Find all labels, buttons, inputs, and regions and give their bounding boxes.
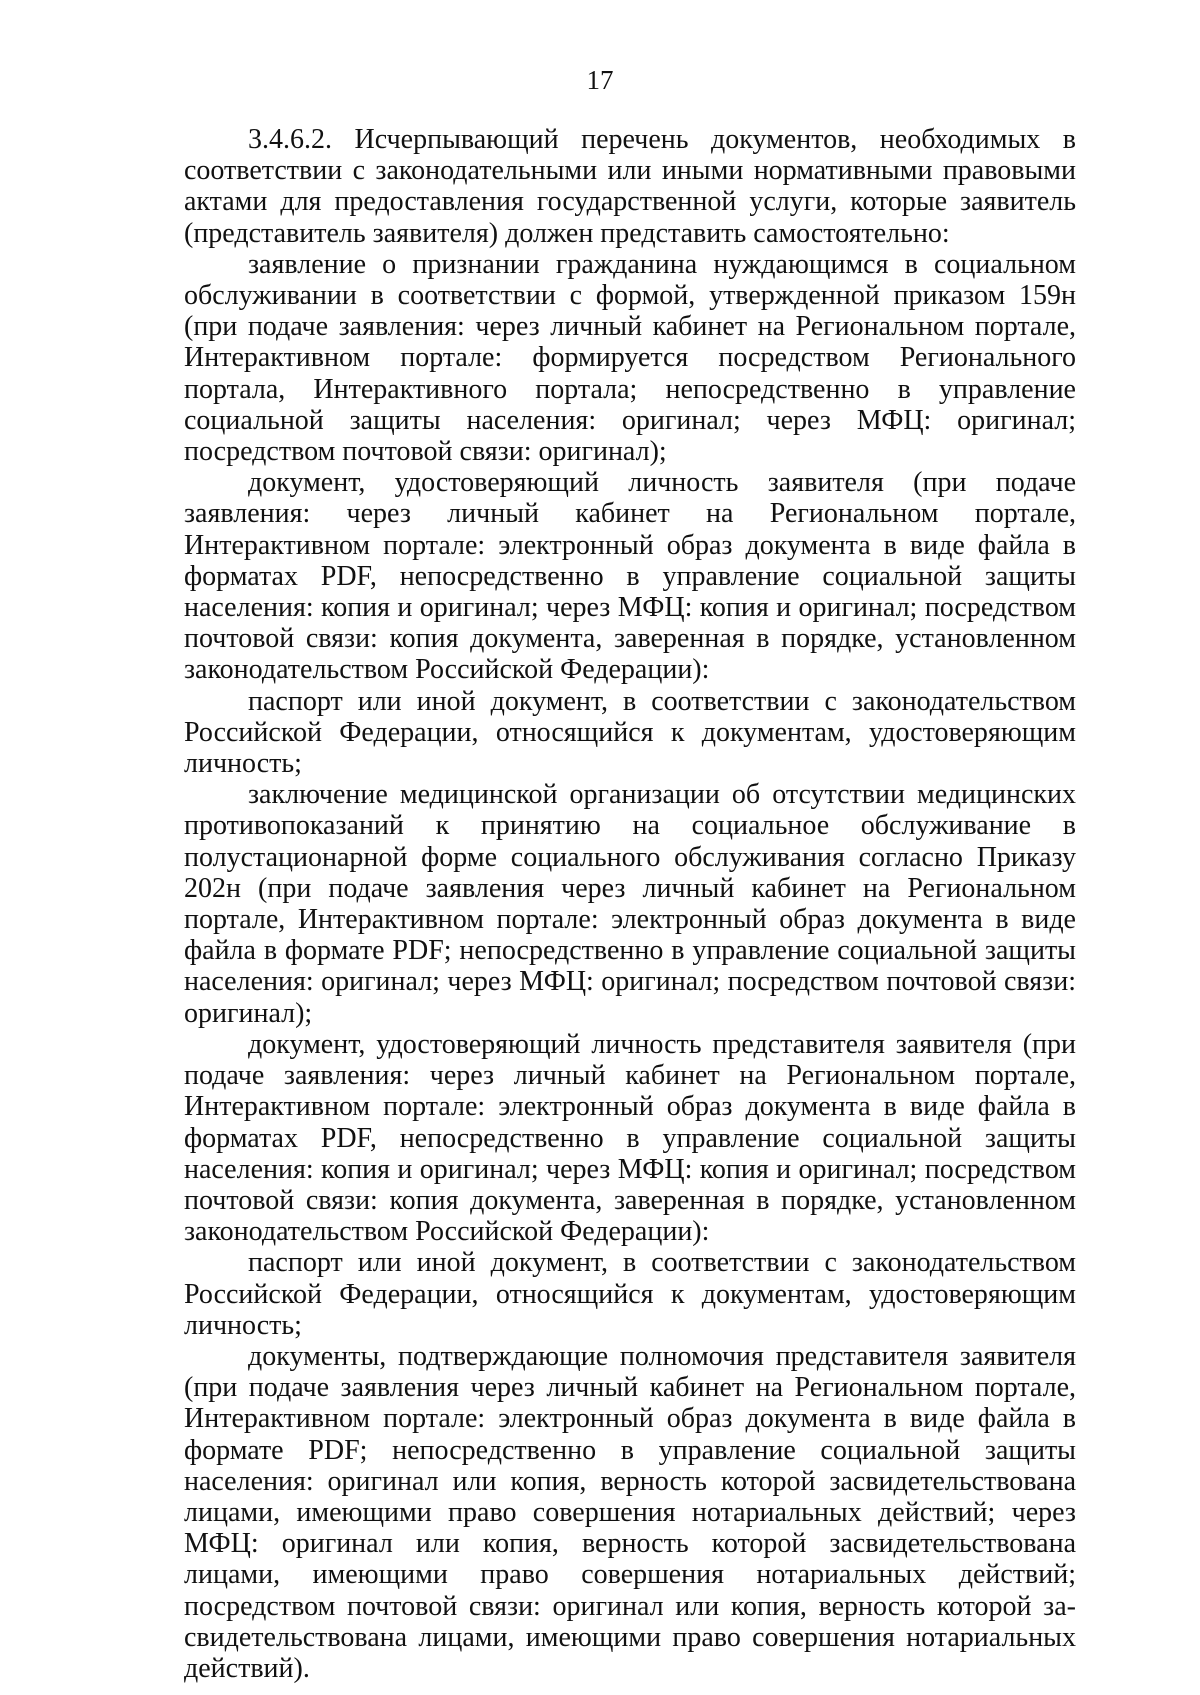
paragraph-representative-authority-documents: документы, подтверждающие полномочия представителя заявителя (при подаче заявления через личный кабинет на Региональном портале, Интерактивном портале: электронный образ документа в виде файла в формате PDF; непосредственно в управление социальной защиты населения: оригинал или копия, верность которой засвидетельствована лицами, имеющими право совершения нотариальных действий; через МФЦ: оригинал или копия, верность которой засвидетельствована лицами, имеющими право совершения нотариальных действий; посредством почтовой связи: оригинал или копия, верность которой засвидетельствована лицами, имеющими право совершения нотариальных действий).	[184, 1340, 1076, 1684]
paragraph-representative-identity-document: документ, удостоверяющий личность представителя заявителя (при подаче заявления: через личный кабинет на Региональном портале, Интерактивном портале: электронный образ документа в виде файла в форматах PDF, непосредственно в управление социальной защиты населения: копия и оригинал; через МФЦ: копия и оригинал; посредством почтовой связи: копия документа, заверенная в порядке, установленном законодательством Российской Федерации):	[184, 1028, 1076, 1248]
document-body	[184, 124, 1076, 1684]
paragraph-exhaustive-list: 3.4.6.2. Исчерпывающий перечень документов, необходимых в соответствии с законодательными или иными нормативными правовыми актами для предоставления государственной услуги, которые заявитель (представитель заявителя) должен представить самостоятельно:	[184, 124, 1076, 249]
paragraph-passport: паспорт или иной документ, в соответствии с законодательством Российской Федерации, относящийся к документам, удостоверяющим личность;	[184, 685, 1076, 780]
page-number: 17	[586, 65, 614, 95]
paragraph-medical-conclusion: заключение медицинской организации об отсутствии медицинских противопоказаний к принятию на социальное обслуживание в полустационарной форме социального обслуживания согласно Приказу 202н (при подаче заявления через личный кабинет на Региональном портале, Интерактивном портале: электронный образ документа в виде файла в формате PDF; непосредственно в управление социальной защиты населения: оригинал; через МФЦ: оригинал; посредством почтовой связи: оригинал);	[184, 779, 1076, 1029]
paragraph-applicant-identity-document: документ, удостоверяющий личность заявителя (при подаче заявления: через личный кабинет на Региональном портале, Интерактивном портале: электронный образ документа в виде файла в форматах PDF, непосредственно в управление социальной защиты населения: копия и оригинал; через МФЦ: копия и оригинал; посредством почтовой связи: копия документа, заверенная в порядке, установленном законодательством Российской Федерации):	[184, 467, 1076, 686]
paragraph-passport-representative: паспорт или иной документ, в соответствии с законодательством Российской Федерации, относящийся к документам, удостоверяющим личность;	[184, 1247, 1076, 1341]
paragraph-application: заявление о признании гражданина нуждающимся в социальном обслуживании в соответствии с формой, утвержденной приказом 159н (при подаче заявления: через личный кабинет на Региональном портале, Интерактивном портале: формируется посредством Регионального портала, Интерактивного портала; непосредственно в управление социальной защиты населения: оригинал; через МФЦ: оригинал; посредством почтовой связи: оригинал);	[184, 248, 1076, 468]
